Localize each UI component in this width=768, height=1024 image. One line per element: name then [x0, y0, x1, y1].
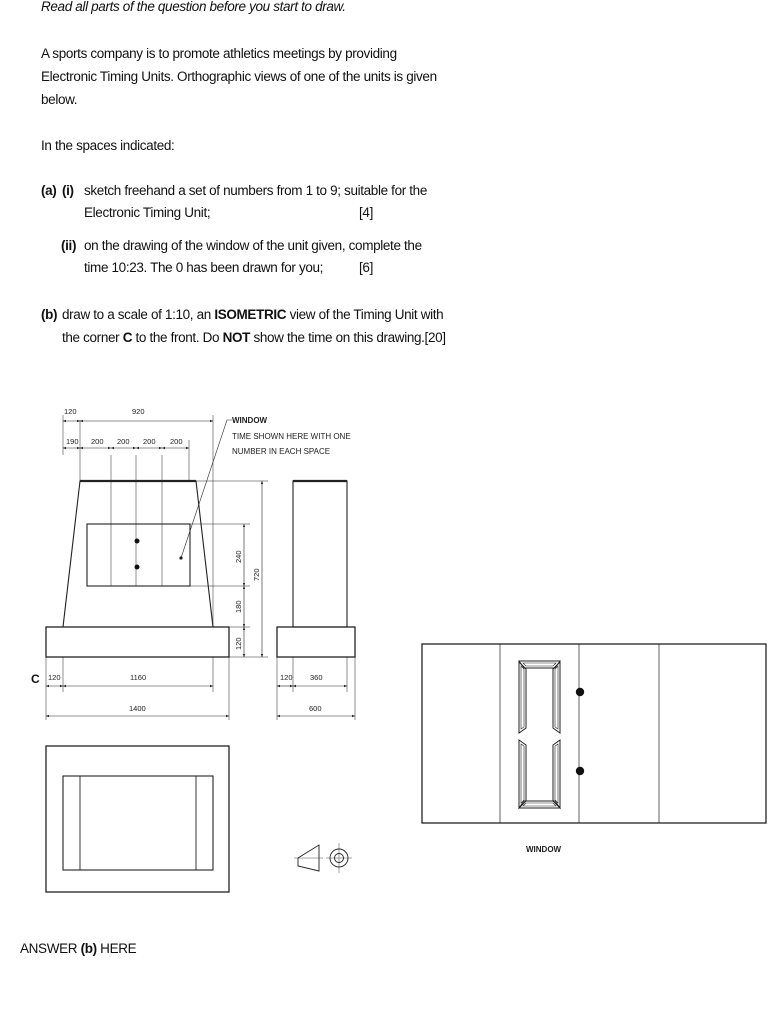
dim-200-3: 200 — [143, 437, 156, 446]
dim-720: 720 — [252, 568, 261, 581]
part-b-line-2: the corner C to the front. Do NOT show the time on this drawing.[20] — [62, 330, 446, 345]
part-a-i-line-1: sketch freehand a set of numbers from 1 to 9; suitable for the — [84, 183, 427, 198]
dim-920: 920 — [132, 407, 145, 416]
intro-paragraph-line-1: A sports company is to promote athletics meetings by providing — [41, 46, 397, 61]
window-note-line-2: NUMBER IN EACH SPACE — [232, 447, 331, 456]
window-note-line-1: TIME SHOWN HERE WITH ONE — [232, 432, 351, 441]
front-view-window — [87, 524, 190, 586]
window-view-label: WINDOW — [526, 845, 562, 854]
part-b-line-1: draw to a scale of 1:10, an ISOMETRIC view of the Timing Unit with — [62, 307, 444, 322]
dim-190: 190 — [66, 437, 79, 446]
window-colon-dot-bottom — [576, 767, 584, 775]
front-view-colon-dot-top — [135, 539, 140, 544]
end-view-base — [277, 627, 355, 657]
part-a-ii-label: (ii) — [61, 238, 77, 253]
part-a-i-line-2: Electronic Timing Unit; — [84, 205, 211, 220]
window-label: WINDOW — [232, 416, 268, 425]
front-view-colon-dot-bottom — [135, 565, 140, 570]
part-a-i-label: (i) — [62, 183, 74, 198]
dim-120-end: 120 — [280, 673, 293, 682]
dim-200-4: 200 — [170, 437, 183, 446]
dim-120-side: 120 — [234, 637, 243, 650]
plan-view-top — [63, 776, 213, 870]
dim-200-1: 200 — [91, 437, 104, 446]
spaces-text: In the spaces indicated: — [41, 138, 175, 153]
window-colon-dot-top — [576, 688, 584, 696]
dim-240: 240 — [234, 550, 243, 563]
part-a-i-marks: [4] — [359, 205, 373, 220]
intro-instruction: Read all parts of the question before you start to draw. — [41, 0, 346, 14]
dim-1160: 1160 — [130, 673, 147, 682]
part-a-ii-line-2: time 10:23. The 0 has been drawn for you; — [84, 260, 324, 275]
part-a-label: (a) — [41, 183, 57, 198]
intro-paragraph-line-3: below. — [41, 92, 78, 107]
window-view — [422, 644, 766, 823]
dim-120-bottom: 120 — [48, 673, 61, 682]
dim-180: 180 — [234, 600, 243, 613]
part-a-ii-marks: [6] — [359, 260, 373, 275]
intro-paragraph-line-2: Electronic Timing Units. Orthographic views of one of the units is given — [41, 69, 437, 84]
digit-zero — [519, 661, 560, 808]
corner-c-label: C — [31, 672, 40, 686]
answer-b-label: ANSWER (b) HERE — [20, 941, 137, 956]
front-view-base — [46, 627, 229, 657]
end-view-body — [293, 481, 347, 627]
dim-120-top: 120 — [64, 407, 77, 416]
dim-200-2: 200 — [117, 437, 130, 446]
dim-600: 600 — [309, 704, 322, 713]
dim-360: 360 — [310, 673, 323, 682]
part-b-label: (b) — [41, 307, 58, 322]
part-a-ii-line-1: on the drawing of the window of the unit given, complete the — [84, 238, 422, 253]
dim-1400: 1400 — [129, 704, 146, 713]
